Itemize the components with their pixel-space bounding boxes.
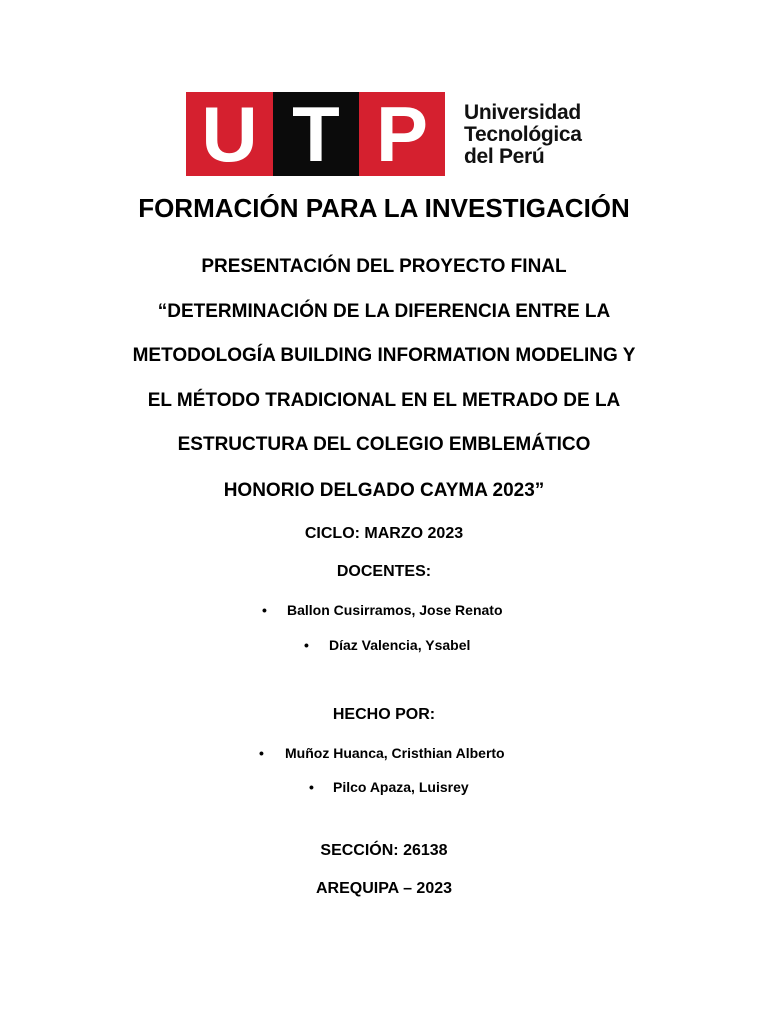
logo-letter-t: T xyxy=(292,90,340,178)
bullet-icon: • xyxy=(304,637,309,653)
university-name-line: del Perú xyxy=(464,145,545,168)
project-title-line: ESTRUCTURA DEL COLEGIO EMBLEMÁTICO xyxy=(177,434,591,455)
logo-block-u xyxy=(186,92,273,176)
university-name-line: Universidad xyxy=(464,101,581,124)
logo-block-p xyxy=(359,92,445,176)
bullet-icon: • xyxy=(309,779,314,795)
university-name-line: Tecnológica xyxy=(464,123,582,146)
docente-item: Ballon Cusirramos, Jose Renato xyxy=(287,602,503,618)
project-title-line: HONORIO DELGADO CAYMA 2023” xyxy=(223,480,545,501)
bullet-icon: • xyxy=(259,745,264,761)
project-title-line: EL MÉTODO TRADICIONAL EN EL METRADO DE LA xyxy=(147,390,621,411)
project-title-line: METODOLOGÍA BUILDING INFORMATION MODELING Y xyxy=(132,345,636,366)
autor-item: Pilco Apaza, Luisrey xyxy=(333,779,469,795)
docentes-heading: DOCENTES: xyxy=(336,563,432,580)
seccion: SECCIÓN: 26138 xyxy=(320,842,448,859)
presentation-heading: PRESENTACIÓN DEL PROYECTO FINAL xyxy=(201,256,567,277)
project-title-line: “DETERMINACIÓN DE LA DIFERENCIA ENTRE LA xyxy=(157,301,611,322)
logo-letter-p: P xyxy=(375,90,429,178)
lugar-fecha: AREQUIPA – 2023 xyxy=(315,880,453,897)
logo-block-t xyxy=(273,92,359,176)
course-title: FORMACIÓN PARA LA INVESTIGACIÓN xyxy=(138,193,630,223)
docente-item: Díaz Valencia, Ysabel xyxy=(329,637,471,653)
autor-item: Muñoz Huanca, Cristhian Alberto xyxy=(285,745,505,761)
hecho-por-heading: HECHO POR: xyxy=(332,706,436,723)
bullet-icon: • xyxy=(262,602,267,618)
utp-logo xyxy=(186,92,586,176)
ciclo: CICLO: MARZO 2023 xyxy=(304,525,464,542)
logo-letter-u: U xyxy=(201,90,258,178)
university-name xyxy=(464,102,582,168)
